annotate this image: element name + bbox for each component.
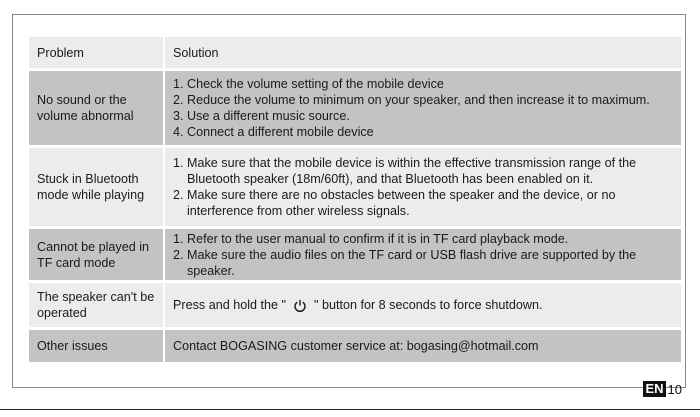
page-indicator: [643, 381, 682, 397]
bottom-divider: [0, 409, 700, 410]
table-row: [29, 330, 681, 362]
solution-steps: [173, 155, 673, 219]
solution-cell: [164, 283, 681, 327]
solution-text-after: " button for 8 seconds to force shutdown.: [314, 298, 543, 312]
table-row: [29, 229, 681, 280]
problem-cell: Stuck in Bluetooth mode while playing: [29, 148, 164, 226]
list-item: 1. Make sure that the mobile device is within the effective transmission range of the Bluetooth speaker (18m/60ft), and that Bluetooth has been enabled on it.: [173, 156, 637, 186]
solution-text-before: Press and hold the ": [173, 298, 286, 312]
header-problem: Problem: [29, 37, 164, 68]
solution-steps: [173, 76, 673, 140]
list-item: 2. Reduce the volume to minimum on your speaker, and then increase it to maximum.: [173, 93, 650, 107]
list-item: 1. Refer to the user manual to confirm if it is in TF card playback mode.: [173, 231, 569, 246]
list-item: 1. Check the volume setting of the mobile device: [173, 77, 444, 91]
table-row: [29, 283, 681, 327]
table-header-row: [29, 37, 681, 68]
list-item: 4. Connect a different mobile device: [173, 125, 374, 139]
list-item: 2. Make sure there are no obstacles between the speaker and the device, or no interference from other wireless signals.: [173, 188, 616, 218]
table-row: [29, 148, 681, 226]
problem-cell: Other issues: [29, 330, 164, 362]
page-number: 10: [667, 381, 682, 397]
solution-cell: Contact BOGASING customer service at: bogasing@hotmail.com: [164, 330, 681, 362]
power-icon: [286, 299, 314, 313]
solution-cell: [164, 71, 681, 145]
solution-cell: [164, 148, 681, 226]
problem-cell: Cannot be played in TF card mode: [29, 229, 164, 280]
list-item: 2. Make sure the audio files on the TF card or USB flash drive are supported by the speaker.: [173, 247, 637, 278]
solution-steps: [173, 231, 673, 279]
list-item: 3. Use a different music source.: [173, 109, 350, 123]
problem-cell: No sound or the volume abnormal: [29, 71, 164, 145]
table-row: [29, 71, 681, 145]
problem-cell: The speaker can't be operated: [29, 283, 164, 327]
header-solution: Solution: [164, 37, 681, 68]
solution-cell: [164, 229, 681, 280]
language-badge: EN: [645, 381, 664, 396]
troubleshooting-table: [29, 37, 681, 362]
